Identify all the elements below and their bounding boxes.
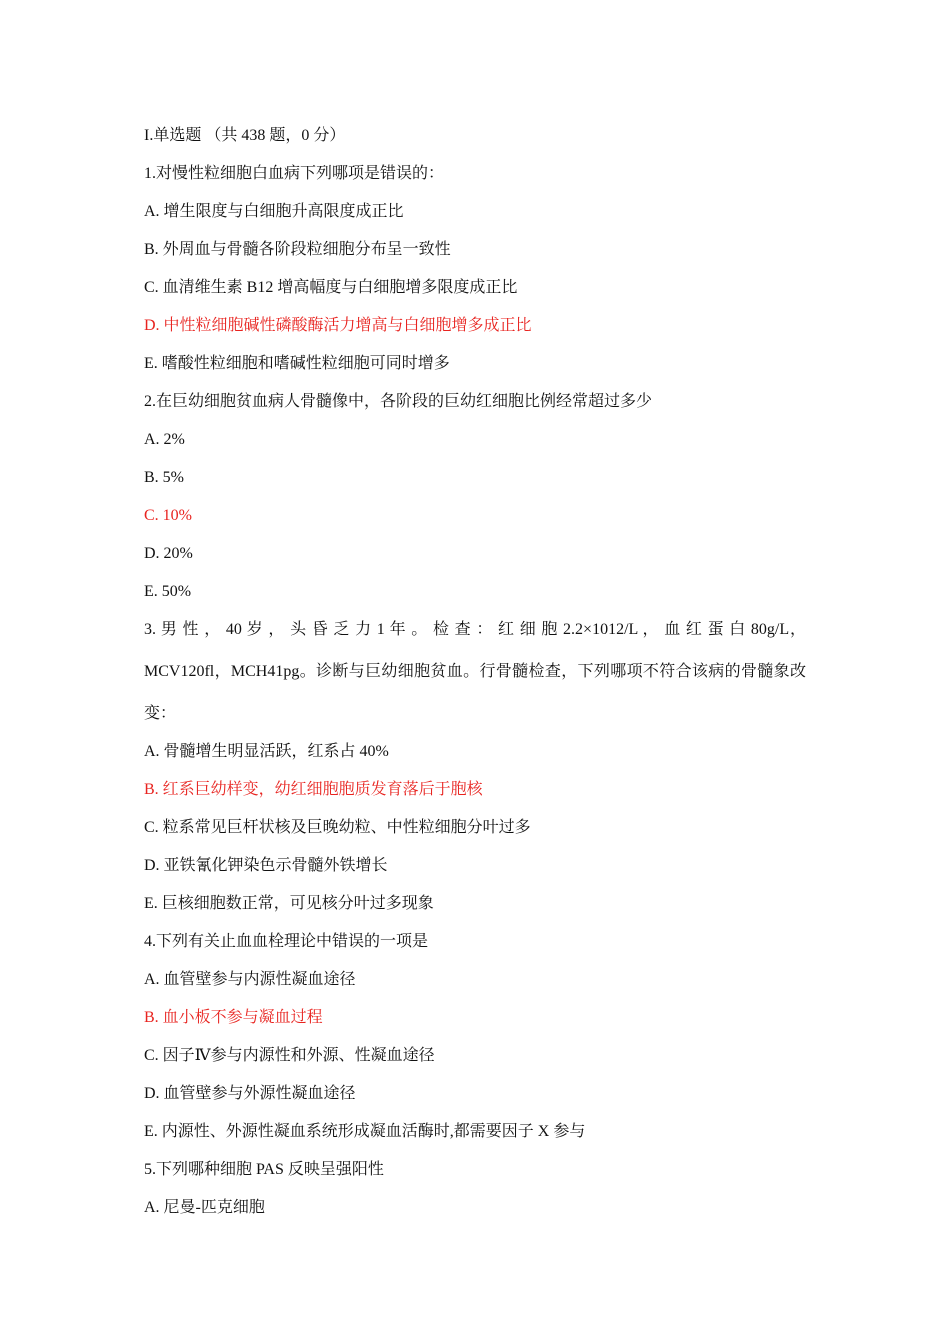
option: D. 20% xyxy=(144,545,193,562)
section-title: I.单选题 （共 438 题，0 分） xyxy=(144,127,346,144)
option: E. 嗜酸性粒细胞和嗜碱性粒细胞可同时增多 xyxy=(144,355,450,372)
option-correct: B. 红系巨幼样变，幼红细胞胞质发育落后于胞核 xyxy=(144,781,483,798)
option: A. 增生限度与白细胞升高限度成正比 xyxy=(144,203,404,220)
option: C. 因子Ⅳ参与内源性和外源、性凝血途径 xyxy=(144,1047,435,1064)
option-correct: B. 血小板不参与凝血过程 xyxy=(144,1009,323,1026)
option: E. 50% xyxy=(144,583,192,600)
question-stem: 5.下列哪种细胞 PAS 反映呈强阳性 xyxy=(144,1161,384,1178)
option: B. 外周血与骨髓各阶段粒细胞分布呈一致性 xyxy=(144,241,451,258)
option: E. 巨核细胞数正常，可见核分叶过多现象 xyxy=(144,895,434,912)
question-stem: 4.下列有关止血血栓理论中错误的一项是 xyxy=(144,933,429,950)
option-correct: C. 10% xyxy=(144,507,192,524)
option: A. 血管壁参与内源性凝血途径 xyxy=(144,971,356,988)
option: E. 内源性、外源性凝血系统形成凝血活酶时,都需要因子 X 参与 xyxy=(144,1123,586,1140)
question-stem: 2.在巨幼细胞贫血病人骨髓像中，各阶段的巨幼红细胞比例经常超过多少 xyxy=(144,393,653,410)
document-page xyxy=(144,117,806,1227)
option: C. 粒系常见巨杆状核及巨晚幼粒、中性粒细胞分叶过多 xyxy=(144,819,531,836)
option-correct: D. 中性粒细胞碱性磷酸酶活力增高与白细胞增多成正比 xyxy=(144,317,532,334)
option: D. 血管壁参与外源性凝血途径 xyxy=(144,1085,356,1102)
option: A. 2% xyxy=(144,431,185,448)
option: B. 5% xyxy=(144,469,184,486)
option: A. 骨髓增生明显活跃，红系占 40% xyxy=(144,743,389,760)
option: C. 血清维生素 B12 增高幅度与白细胞增多限度成正比 xyxy=(144,279,518,296)
question-stem: 3. 男 性 ， 40 岁 ， 头 昏 乏 力 1 年 。 检 查 ： 红 细 胞 2.2×1012/L ， 血 红 蛋 白 80g/L，MCV120fl，MCH41pg。诊断与巨幼细胞贫血。行骨髓检查，下列哪项不符合该病的骨髓象改变： xyxy=(144,621,806,722)
option: A. 尼曼-匹克细胞 xyxy=(144,1199,265,1216)
option: D. 亚铁氰化钾染色示骨髓外铁增长 xyxy=(144,857,388,874)
question-stem: 1.对慢性粒细胞白血病下列哪项是错误的： xyxy=(144,165,445,182)
